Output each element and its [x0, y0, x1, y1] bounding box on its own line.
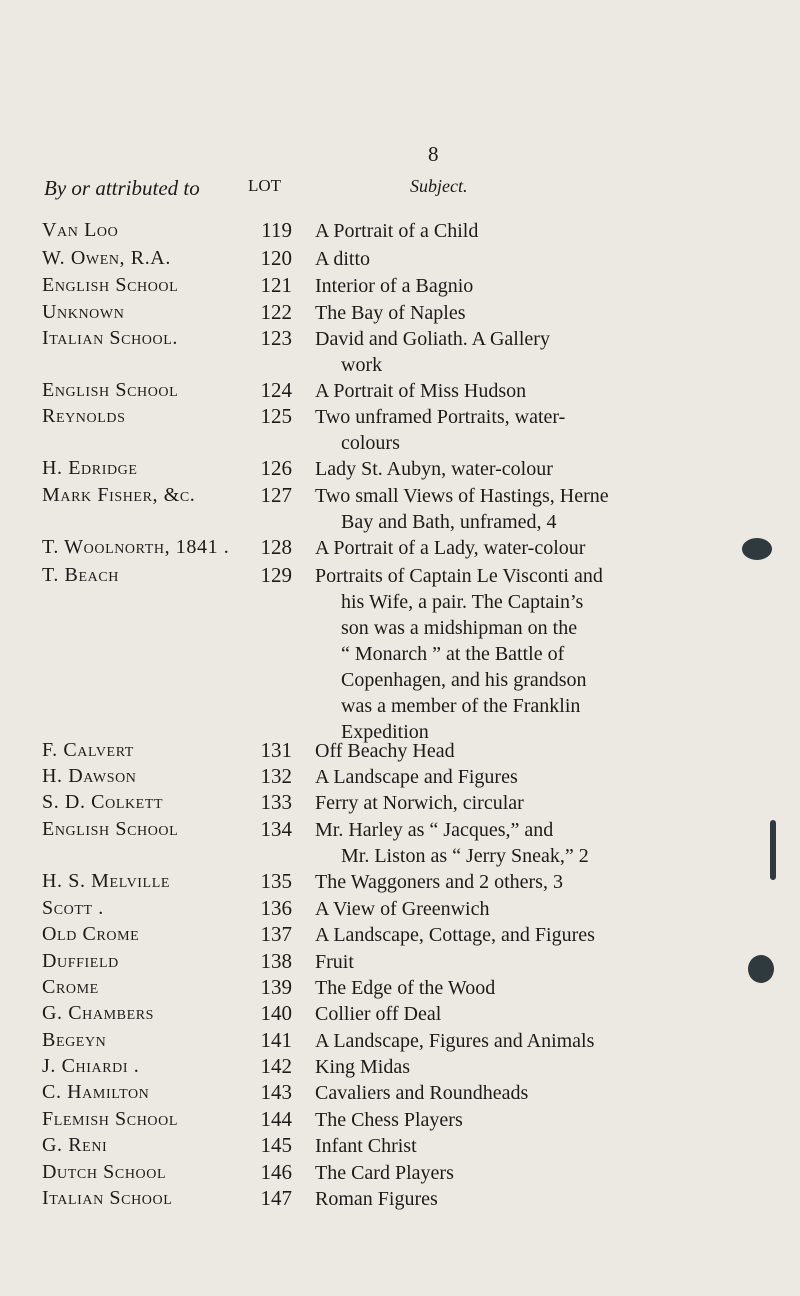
subject-description [315, 563, 767, 745]
subject-line: “ Monarch ” at the Battle of [341, 643, 565, 665]
author-column-header: By or attributed to [44, 176, 200, 200]
subject-line: Interior of a Bagnio [315, 275, 474, 297]
subject-line: work [341, 354, 383, 376]
subject-description [315, 790, 767, 816]
artist-name: English School [42, 274, 179, 296]
subject-line: The Waggoners and 2 others, 3 [315, 871, 563, 893]
lot-number: 141 [260, 1028, 292, 1052]
edge-stain [748, 955, 774, 983]
subject-line: Lady St. Aubyn, water-colour [315, 458, 553, 480]
subject-line: A Landscape, Cottage, and Figures [315, 924, 595, 946]
subject-description [315, 949, 767, 975]
subject-description [315, 922, 767, 948]
lot-number: 144 [260, 1107, 292, 1131]
artist-name: Flemish School [42, 1108, 178, 1130]
subject-description [315, 535, 767, 561]
lot-number: 123 [260, 326, 292, 350]
artist-name: G. Reni [42, 1134, 108, 1156]
subject-line: The Card Players [315, 1162, 454, 1184]
lot-number: 124 [260, 378, 292, 402]
subject-description [315, 246, 767, 272]
artist-name: Dutch School [42, 1161, 167, 1183]
artist-name: English School [42, 818, 179, 840]
subject-description [315, 1001, 767, 1027]
lot-number: 132 [260, 764, 292, 788]
subject-line: Ferry at Norwich, circular [315, 792, 524, 814]
lot-number: 128 [260, 535, 292, 559]
subject-line: Copenhagen, and his grandson [341, 669, 587, 691]
subject-description [315, 404, 767, 456]
subject-line: Collier off Deal [315, 1003, 442, 1025]
subject-description [315, 218, 767, 244]
page-number: 8 [428, 142, 439, 166]
artist-name: English School [42, 379, 179, 401]
subject-line: Portraits of Captain Le Visconti and [315, 565, 603, 587]
subject-description [315, 1160, 767, 1186]
subject-description [315, 896, 767, 922]
subject-line: Bay and Bath, unframed, 4 [341, 511, 557, 533]
lot-number: 136 [260, 896, 292, 920]
subject-description [315, 1080, 767, 1106]
subject-line: A Landscape and Figures [315, 766, 518, 788]
lot-number: 140 [260, 1001, 292, 1025]
subject-description [315, 1186, 767, 1212]
artist-name: T. Woolnorth, 1841 . [42, 536, 230, 558]
artist-name: Scott . [42, 897, 104, 919]
subject-line: son was a midshipman on the [341, 617, 578, 639]
subject-description [315, 456, 767, 482]
subject-line: A Landscape, Figures and Animals [315, 1030, 595, 1052]
subject-description [315, 1054, 767, 1080]
artist-name: S. D. Colkett [42, 791, 164, 813]
subject-line: Two unframed Portraits, water- [315, 406, 566, 428]
subject-line: Expedition [341, 721, 429, 743]
subject-line: David and Goliath. A Gallery [315, 328, 550, 350]
edge-stain [770, 820, 776, 880]
artist-name: Van Loo [42, 219, 119, 241]
subject-line: A Portrait of Miss Hudson [315, 380, 527, 402]
lot-number: 133 [260, 790, 292, 814]
subject-line: The Bay of Naples [315, 302, 466, 324]
artist-name: Italian School. [42, 327, 178, 349]
lot-number: 143 [260, 1080, 292, 1104]
subject-description [315, 1133, 767, 1159]
lot-number: 120 [260, 246, 292, 270]
subject-line: Fruit [315, 951, 354, 973]
artist-name: Duffield [42, 950, 119, 972]
subject-line: Two small Views of Hastings, Herne [315, 485, 609, 507]
artist-name: Italian School [42, 1187, 173, 1209]
subject-line: Off Beachy Head [315, 740, 455, 762]
subject-description [315, 975, 767, 1001]
lot-number: 131 [260, 738, 292, 762]
subject-line: Roman Figures [315, 1188, 438, 1210]
subject-description [315, 300, 767, 326]
artist-name: Old Crome [42, 923, 140, 945]
lot-number: 122 [260, 300, 292, 324]
subject-line: King Midas [315, 1056, 410, 1078]
lot-number: 146 [260, 1160, 292, 1184]
artist-name: Reynolds [42, 405, 126, 427]
artist-name: W. Owen, R.A. [42, 247, 171, 269]
subject-description [315, 1107, 767, 1133]
artist-name: Unknown [42, 301, 125, 323]
subject-description [315, 273, 767, 299]
subject-line: Infant Christ [315, 1135, 417, 1157]
artist-name: Crome [42, 976, 99, 998]
lot-number: 137 [260, 922, 292, 946]
artist-name: T. Beach [42, 564, 119, 586]
subject-line: Mr. Liston as “ Jerry Sneak,” 2 [341, 845, 589, 867]
subject-description [315, 483, 767, 535]
subject-description [315, 378, 767, 404]
subject-description [315, 326, 767, 378]
lot-number: 138 [260, 949, 292, 973]
subject-column-header: Subject. [410, 176, 468, 196]
lot-number: 135 [260, 869, 292, 893]
lot-number: 134 [260, 817, 292, 841]
artist-name: F. Calvert [42, 739, 134, 761]
subject-line: colours [341, 432, 400, 454]
artist-name: C. Hamilton [42, 1081, 150, 1103]
lot-number: 142 [260, 1054, 292, 1078]
artist-name: Begeyn [42, 1029, 107, 1051]
subject-line: A View of Greenwich [315, 898, 490, 920]
lot-number: 126 [260, 456, 292, 480]
lot-number: 125 [260, 404, 292, 428]
subject-line: Mr. Harley as “ Jacques,” and [315, 819, 554, 841]
edge-stain [742, 538, 772, 560]
artist-name: H. Edridge [42, 457, 138, 479]
subject-line: A Portrait of a Child [315, 220, 479, 242]
artist-name: H. Dawson [42, 765, 137, 787]
subject-description [315, 869, 767, 895]
artist-name: H. S. Melville [42, 870, 170, 892]
lot-number: 145 [260, 1133, 292, 1157]
artist-name: J. Chiardi . [42, 1055, 140, 1077]
lot-column-header: LOT [248, 176, 282, 195]
subject-description [315, 738, 767, 764]
subject-line: The Edge of the Wood [315, 977, 496, 999]
lot-number: 129 [260, 563, 292, 587]
lot-number: 139 [260, 975, 292, 999]
lot-number: 119 [261, 218, 292, 242]
subject-line: was a member of the Franklin [341, 695, 581, 717]
subject-description [315, 764, 767, 790]
subject-line: A Portrait of a Lady, water-colour [315, 537, 586, 559]
subject-description [315, 817, 767, 869]
lot-number: 121 [260, 273, 292, 297]
subject-line: A ditto [315, 248, 371, 270]
lot-number: 147 [260, 1186, 292, 1210]
subject-description [315, 1028, 767, 1054]
subject-line: Cavaliers and Roundheads [315, 1082, 529, 1104]
artist-name: Mark Fisher, &c. [42, 484, 196, 506]
subject-line: his Wife, a pair. The Captain’s [341, 591, 584, 613]
lot-number: 127 [260, 483, 292, 507]
subject-line: The Chess Players [315, 1109, 463, 1131]
artist-name: G. Chambers [42, 1002, 155, 1024]
